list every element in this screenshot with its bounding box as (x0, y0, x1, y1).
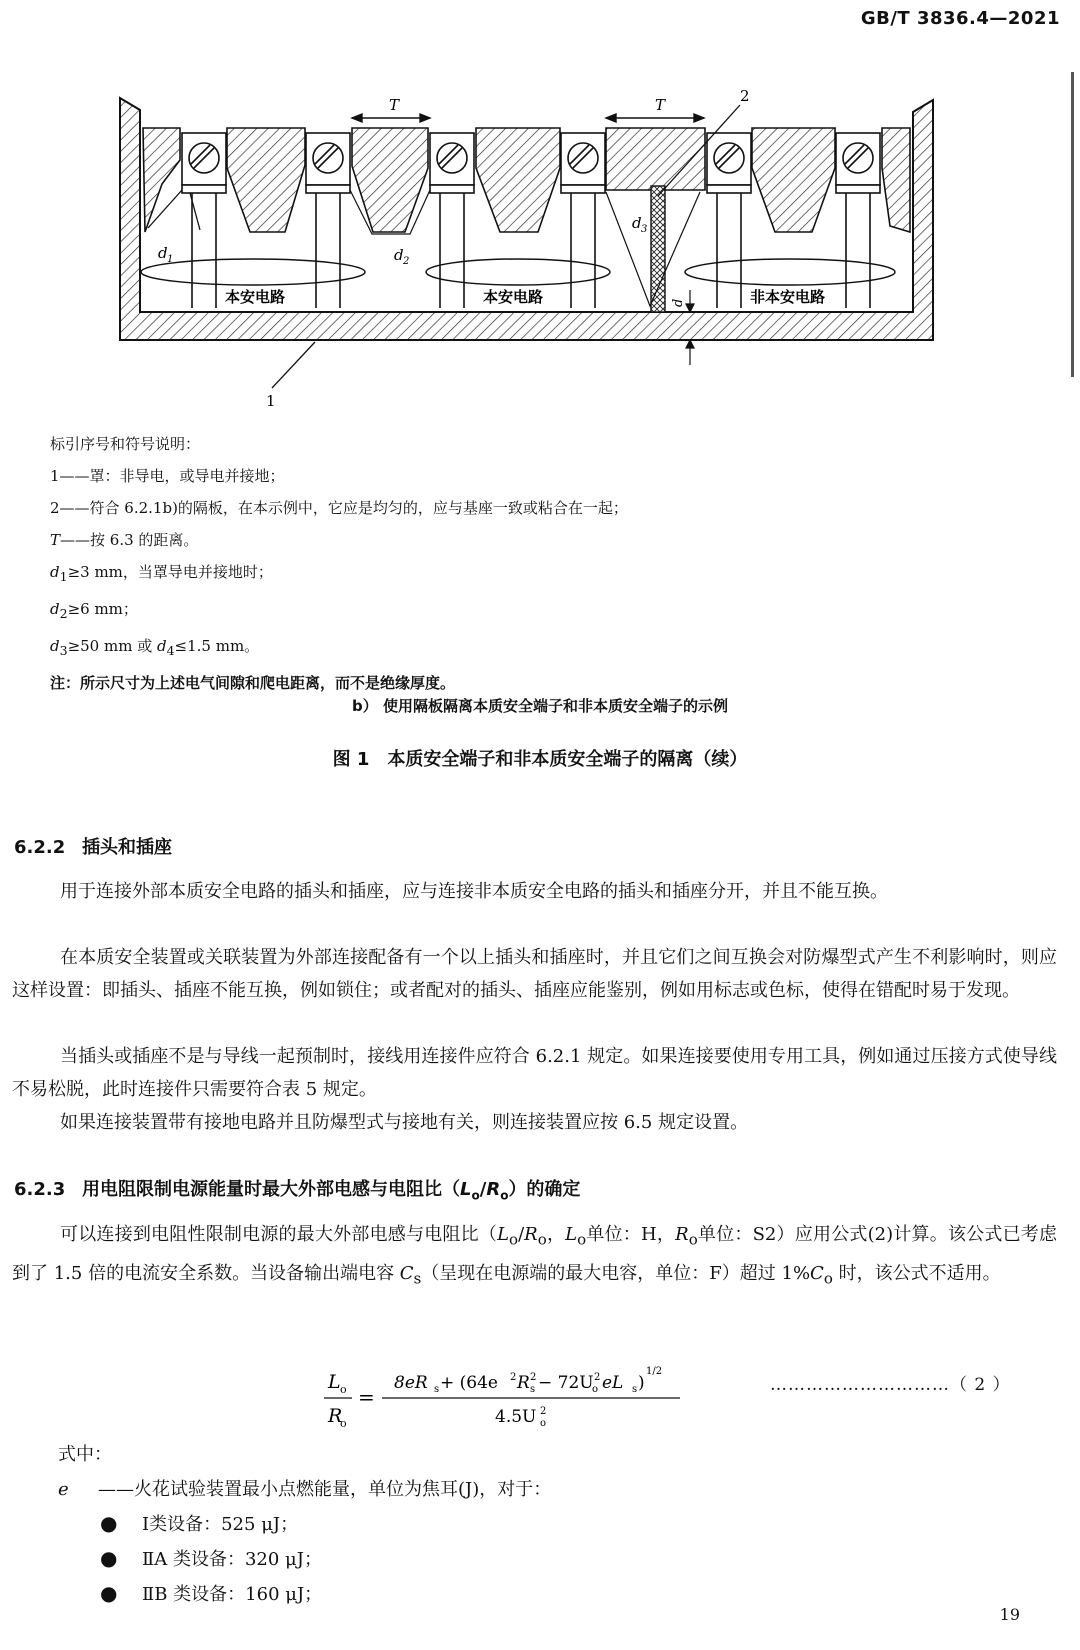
label-d4: d (671, 298, 686, 307)
circuit-group-ellipse (426, 259, 610, 285)
base-block (606, 128, 705, 190)
legend-line: 2——符合 6.2.1b)的隔板，在本示例中，它应是均匀的，应与基座一致或粘合在一起； (50, 499, 628, 517)
svg-text:2: 2 (403, 256, 410, 267)
terminal (561, 133, 605, 193)
list-item: ● Ⅰ类设备：525 μJ； (100, 1511, 299, 1535)
equation-number: …………………………（ 2 ） (770, 1375, 1011, 1395)
label-T: T (655, 96, 666, 114)
paragraph: 如果连接装置带有接地电路并且防爆型式与接地有关，则连接装置应按 6.5 规定设置。 (60, 1112, 749, 1133)
formula-2 (320, 1360, 740, 1432)
svg-text:o: o (340, 1383, 347, 1396)
legend-line: $d_3\ge 50$ mm 或 $d_4\le 1.5$ mm。 (50, 637, 260, 658)
base-block (752, 128, 835, 232)
svg-text:s: s (530, 1384, 536, 1395)
svg-text:=: = (358, 1385, 375, 1409)
svg-text:R: R (517, 1373, 530, 1393)
zone-label-right: 非本安电路 (750, 288, 826, 306)
partition (651, 186, 665, 312)
definition-e: e ——火花试验装置最小点燃能量，单位为焦耳(J)，对于： (58, 1479, 552, 1500)
legend-note: 注：所示尺寸为上述电气间隙和爬电距离，而不是绝缘厚度。 (50, 674, 456, 692)
paragraph: 当插头或插座不是与导线一起预制时，接线用连接件应符合 6.2.1 规定。如果连接要使用专用工具，例如通过压接方式使导线不易松脱，此时连接件只需要符合表 5 规定。 (12, 1046, 1057, 1100)
zone-label-middle: 本安电路 (483, 288, 544, 306)
base-block (882, 128, 910, 232)
paragraph: 用于连接外部本质安全电路的插头和插座，应与连接非本质安全电路的插头和插座分开，并且不能互换。 (60, 881, 888, 902)
where-label: 式中： (58, 1444, 112, 1465)
label-d2: d (394, 246, 404, 264)
terminal (430, 133, 474, 193)
svg-text:s: s (632, 1384, 638, 1395)
base-block (227, 128, 305, 232)
legend-title: 标引序号和符号说明： (50, 435, 201, 453)
svg-text:2: 2 (594, 1372, 601, 1383)
callout-2: 2 (740, 87, 750, 105)
list-item: ● ⅡA 类设备：320 μJ； (100, 1546, 322, 1570)
section-heading-622: 6.2.2 插头和插座 (14, 837, 172, 858)
svg-text:s: s (434, 1384, 440, 1395)
svg-text:R: R (328, 1405, 343, 1427)
paragraph: 可以连接到电阻性限制电源的最大外部电感与电阻比（$L_o/R_o$，$L_o$单位：H，$R_o$单位：S2）应用公式(2)计算。该公式已考虑到了 1.5 倍的电流安全系数。当设备输出端电容 $C_s$（呈现在电源端的最大电容，单位：F）超过 $1\%C_o$ 时，该公式不适用。 (12, 1224, 1058, 1288)
svg-text:2: 2 (530, 1372, 537, 1383)
svg-text:− 72U: − 72U (538, 1373, 594, 1393)
legend-line: $d_1\ge 3$ mm，当罩导电并接地时； (50, 563, 273, 584)
svg-text:1/2: 1/2 (646, 1366, 663, 1377)
svg-text:o: o (540, 1418, 547, 1429)
legend-line: 1——罩：非导电，或导电并接地； (50, 467, 285, 485)
page-number: 19 (999, 1605, 1020, 1624)
base-block (476, 128, 560, 232)
terminal (306, 133, 350, 193)
svg-text:): ) (638, 1373, 645, 1393)
circuit-group-ellipse (141, 259, 365, 285)
svg-text:o: o (592, 1384, 599, 1395)
label-d1: d (158, 244, 168, 262)
svg-text:1: 1 (167, 254, 174, 265)
standard-code: GB/T 3836.4—2021 (860, 8, 1060, 29)
svg-text:+ (64e: + (64e (440, 1373, 498, 1393)
callout-1: 1 (266, 392, 276, 410)
figure-caption: 图 1 本质安全端子和非本质安全端子的隔离（续） (332, 749, 748, 770)
terminal (182, 133, 226, 193)
base-block (143, 128, 180, 232)
figure-legend (50, 428, 628, 699)
label-d3: d (632, 214, 642, 232)
paragraph: 在本质安全装置或关联装置为外部连接配备有一个以上插头和插座时，并且它们之间互换会对防爆型式产生不利影响时，则应这样设置：即插头、插座不能互换，例如锁住；或者配对的插头、插座应能鉴别，例如用标志或色标，使得在错配时易于发现。 (12, 947, 1057, 1001)
section-heading-623: 6.2.3 用电阻限制电源能量时最大外部电感与电阻比$(L_o/R_o)$的确定 (14, 1179, 581, 1203)
svg-text:3: 3 (641, 224, 648, 235)
dimension-T (352, 114, 704, 122)
figure-subcaption: b） 使用隔板隔离本质安全端子和非本质安全端子的示例 (352, 697, 728, 715)
svg-text:8eR: 8eR (394, 1373, 428, 1393)
zone-label-left: 本安电路 (225, 288, 286, 306)
svg-text:2: 2 (540, 1406, 547, 1417)
svg-text:o: o (340, 1417, 347, 1430)
svg-text:2: 2 (510, 1372, 517, 1383)
terminal (707, 133, 751, 193)
label-T: T (389, 96, 400, 114)
svg-text:eL: eL (602, 1373, 624, 1393)
terminal (836, 133, 880, 193)
svg-text:4.5U: 4.5U (495, 1407, 537, 1427)
list-item: ● ⅡB 类设备：160 μJ； (100, 1581, 323, 1605)
legend-line: $d_2\ge 6$ mm； (50, 600, 138, 621)
terminal-separation-figure (0, 0, 1080, 420)
legend-line: T——按 6.3 的距离。 (50, 531, 199, 549)
svg-text:L: L (328, 1371, 341, 1393)
